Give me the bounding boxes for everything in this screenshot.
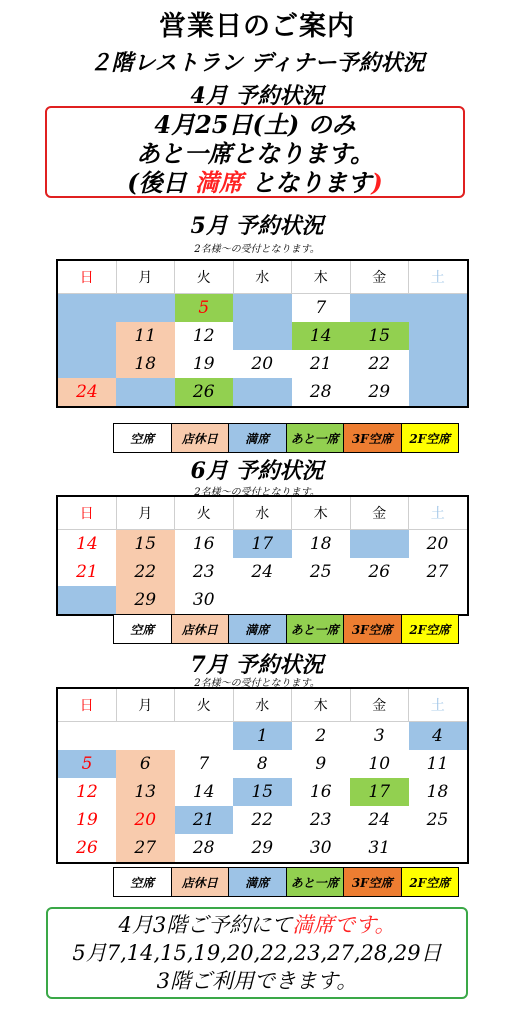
calendar-week-row bbox=[57, 806, 468, 834]
weekday-header: 日 bbox=[57, 496, 116, 530]
calendar-day-cell: 18 bbox=[116, 350, 175, 378]
weekday-header: 土 bbox=[409, 260, 468, 294]
calendar-day-cell bbox=[409, 350, 468, 378]
july-heading: 7月 予約状況 bbox=[190, 652, 324, 678]
legend-item: 空席 bbox=[114, 868, 172, 897]
calendar-day-cell: 14 bbox=[292, 322, 351, 350]
calendar-day-cell bbox=[116, 722, 175, 751]
calendar-day-cell bbox=[350, 294, 409, 323]
calendar-day-cell bbox=[57, 350, 116, 378]
calendar-day-cell: 15 bbox=[350, 322, 409, 350]
legend-item: 店休日 bbox=[171, 615, 229, 644]
weekday-header: 木 bbox=[292, 496, 351, 530]
page-subtitle: ２階レストラン ディナー予約状況 bbox=[89, 50, 425, 76]
calendar-day-cell: 15 bbox=[116, 530, 175, 559]
calendar-day-cell: 6 bbox=[116, 750, 175, 778]
calendar-week-row bbox=[57, 530, 468, 559]
calendar-day-cell: 24 bbox=[251, 562, 274, 582]
calendar-day-cell: 18 bbox=[309, 534, 332, 554]
weekday-header: 土 bbox=[409, 688, 468, 722]
calendar-day-cell: 24 bbox=[57, 378, 116, 407]
calendar-day-cell: 17 bbox=[233, 530, 292, 559]
calendar-day-cell: 20 bbox=[426, 534, 449, 554]
calendar-day-cell: 14 bbox=[76, 534, 98, 554]
legend-july bbox=[113, 867, 459, 897]
calendar-week-row bbox=[57, 294, 468, 323]
weekday-header: 火 bbox=[175, 688, 234, 722]
calendar-day-cell: 13 bbox=[116, 778, 175, 806]
weekday-header: 日 bbox=[57, 688, 116, 722]
legend-item: 3F空席 bbox=[344, 424, 402, 453]
calendar-day-cell: 10 bbox=[368, 754, 391, 774]
may-heading: 5月 予約状況 bbox=[190, 213, 324, 239]
calendar-day-cell: 29 bbox=[368, 382, 391, 402]
calendar-week-row bbox=[57, 834, 468, 863]
calendar-day-cell: 7 bbox=[315, 298, 327, 318]
weekday-header: 木 bbox=[292, 688, 351, 722]
calendar-day-cell: 20 bbox=[116, 806, 175, 834]
calendar-day-cell bbox=[233, 322, 292, 350]
calendar-day-cell bbox=[57, 322, 116, 350]
calendar-day-cell: 19 bbox=[192, 354, 215, 374]
calendar-day-cell: 29 bbox=[251, 838, 274, 858]
legend-item: 満席 bbox=[229, 424, 287, 453]
calendar-day-cell bbox=[233, 294, 292, 323]
weekday-header: 金 bbox=[350, 688, 409, 722]
calendar-day-cell: 3 bbox=[373, 726, 385, 746]
calendar-day-cell: 24 bbox=[368, 810, 391, 830]
calendar-day-cell: 21 bbox=[309, 354, 332, 374]
calendar-day-cell bbox=[233, 586, 292, 615]
calendar-day-cell: 22 bbox=[116, 558, 175, 586]
calendar-day-cell: 14 bbox=[192, 782, 215, 802]
weekday-header: 土 bbox=[409, 496, 468, 530]
notice-line-3-mid: となります bbox=[243, 168, 372, 197]
footer-line-2: 5月7,14,15,19,20,22,23,27,28,29日 bbox=[72, 941, 442, 965]
footer-full-text: 満席です。 bbox=[292, 913, 396, 937]
calendar-day-cell bbox=[409, 586, 468, 615]
calendar-day-cell: 21 bbox=[76, 562, 98, 582]
calendar-day-cell: 31 bbox=[368, 838, 391, 858]
calendar-day-cell: 11 bbox=[426, 754, 449, 774]
calendar-day-cell bbox=[57, 294, 116, 323]
calendar-week-row bbox=[57, 722, 468, 751]
legend-item: 満席 bbox=[229, 868, 287, 897]
calendar-day-cell bbox=[57, 722, 116, 751]
may-note: 2名様〜の受付となります。 bbox=[194, 244, 320, 255]
calendar-day-cell: 28 bbox=[192, 838, 215, 858]
calendar-day-cell: 5 bbox=[175, 294, 234, 323]
legend-item: 2F空席 bbox=[401, 424, 459, 453]
weekday-header: 日 bbox=[57, 260, 116, 294]
calendar-day-cell: 16 bbox=[309, 782, 332, 802]
legend-item: 満席 bbox=[229, 615, 287, 644]
calendar-day-cell: 1 bbox=[233, 722, 292, 751]
calendar-day-cell: 26 bbox=[76, 838, 98, 858]
calendar-day-cell bbox=[116, 294, 175, 323]
calendar-week-row bbox=[57, 750, 468, 778]
legend-item: あと一席 bbox=[286, 615, 344, 644]
page-title: 営業日のご案内 bbox=[159, 11, 355, 42]
calendar-june bbox=[56, 495, 469, 616]
calendar-day-cell: 23 bbox=[192, 562, 215, 582]
weekday-header: 木 bbox=[292, 260, 351, 294]
legend-item: 3F空席 bbox=[344, 615, 402, 644]
calendar-day-cell: 5 bbox=[57, 750, 116, 778]
calendar-week-row bbox=[57, 778, 468, 806]
calendar-day-cell: 9 bbox=[315, 754, 327, 774]
legend-item: 2F空席 bbox=[401, 868, 459, 897]
notice-line-3-close: ) bbox=[371, 168, 383, 197]
calendar-week-row bbox=[57, 350, 468, 378]
calendar-day-cell bbox=[409, 378, 468, 407]
calendar-day-cell: 12 bbox=[76, 782, 98, 802]
calendar-day-cell: 16 bbox=[192, 534, 215, 554]
calendar-day-cell: 26 bbox=[368, 562, 391, 582]
calendar-day-cell bbox=[233, 378, 292, 407]
calendar-week-row bbox=[57, 378, 468, 407]
weekday-header: 月 bbox=[116, 260, 175, 294]
calendar-day-cell: 27 bbox=[116, 834, 175, 863]
weekday-header: 水 bbox=[233, 496, 292, 530]
notice-full-text: 満席 bbox=[195, 168, 243, 197]
calendar-day-cell: 25 bbox=[309, 562, 332, 582]
calendar-july bbox=[56, 687, 469, 864]
footer-line-1-prefix: 4月3階ご予約にて bbox=[118, 913, 293, 937]
notice-line-3 bbox=[47, 168, 463, 197]
calendar-day-cell: 7 bbox=[198, 754, 210, 774]
calendar-day-cell: 22 bbox=[251, 810, 274, 830]
legend-item: 2F空席 bbox=[401, 615, 459, 644]
footer-line-3: 3階ご利用できます。 bbox=[156, 969, 358, 993]
footer-line-1 bbox=[48, 911, 466, 939]
calendar-day-cell: 21 bbox=[175, 806, 234, 834]
calendar-week-row bbox=[57, 322, 468, 350]
calendar-day-cell bbox=[350, 530, 409, 559]
calendar-day-cell bbox=[175, 722, 234, 751]
calendar-day-cell bbox=[350, 586, 409, 615]
weekday-header: 水 bbox=[233, 260, 292, 294]
calendar-day-cell bbox=[292, 586, 351, 615]
calendar-day-cell: 18 bbox=[426, 782, 449, 802]
calendar-day-cell: 19 bbox=[76, 810, 98, 830]
calendar-day-cell: 17 bbox=[350, 778, 409, 806]
weekday-header: 金 bbox=[350, 260, 409, 294]
legend-item: あと一席 bbox=[286, 868, 344, 897]
calendar-day-cell: 23 bbox=[309, 810, 332, 830]
legend-item: 空席 bbox=[114, 424, 172, 453]
calendar-day-cell: 11 bbox=[116, 322, 175, 350]
calendar-week-row bbox=[57, 586, 468, 615]
calendar-day-cell bbox=[57, 586, 116, 615]
calendar-week-row bbox=[57, 558, 468, 586]
calendar-day-cell: 26 bbox=[175, 378, 234, 407]
april-heading: 4月 予約状況 bbox=[190, 83, 324, 109]
legend-item: 3F空席 bbox=[344, 868, 402, 897]
calendar-day-cell: 28 bbox=[309, 382, 332, 402]
notice-line-3-prefix: (後日 bbox=[127, 168, 195, 197]
calendar-day-cell: 30 bbox=[192, 590, 215, 610]
legend-item: 空席 bbox=[114, 615, 172, 644]
calendar-day-cell: 4 bbox=[409, 722, 468, 751]
calendar-day-cell: 29 bbox=[116, 586, 175, 615]
weekday-header: 月 bbox=[116, 688, 175, 722]
calendar-day-cell bbox=[409, 294, 468, 323]
calendar-day-cell: 12 bbox=[192, 326, 215, 346]
calendar-day-cell: 20 bbox=[251, 354, 274, 374]
calendar-may bbox=[56, 259, 469, 408]
weekday-header: 金 bbox=[350, 496, 409, 530]
footer-notice-box bbox=[46, 907, 468, 999]
weekday-header: 火 bbox=[175, 260, 234, 294]
calendar-day-cell bbox=[409, 322, 468, 350]
june-note: 2名様〜の受付となります。 bbox=[194, 487, 320, 498]
legend-item: あと一席 bbox=[286, 424, 344, 453]
calendar-day-cell bbox=[409, 834, 468, 863]
weekday-header: 月 bbox=[116, 496, 175, 530]
calendar-day-cell: 8 bbox=[256, 754, 268, 774]
weekday-header: 水 bbox=[233, 688, 292, 722]
legend-item: 店休日 bbox=[171, 868, 229, 897]
calendar-day-cell bbox=[116, 378, 175, 407]
calendar-day-cell: 27 bbox=[426, 562, 449, 582]
calendar-day-cell: 22 bbox=[368, 354, 391, 374]
july-note: 2名様〜の受付となります。 bbox=[194, 678, 320, 689]
calendar-day-cell: 2 bbox=[315, 726, 327, 746]
notice-line-2: あと一席となります。 bbox=[135, 139, 375, 168]
calendar-day-cell: 25 bbox=[426, 810, 449, 830]
notice-line-1: 4月25日(土) のみ bbox=[154, 110, 356, 139]
calendar-day-cell: 15 bbox=[233, 778, 292, 806]
legend-june bbox=[113, 614, 459, 644]
legend-item: 店休日 bbox=[171, 424, 229, 453]
weekday-header: 火 bbox=[175, 496, 234, 530]
june-heading: 6月 予約状況 bbox=[190, 458, 324, 484]
april-notice-box bbox=[45, 106, 465, 198]
calendar-day-cell: 30 bbox=[309, 838, 332, 858]
legend-may bbox=[113, 423, 459, 453]
